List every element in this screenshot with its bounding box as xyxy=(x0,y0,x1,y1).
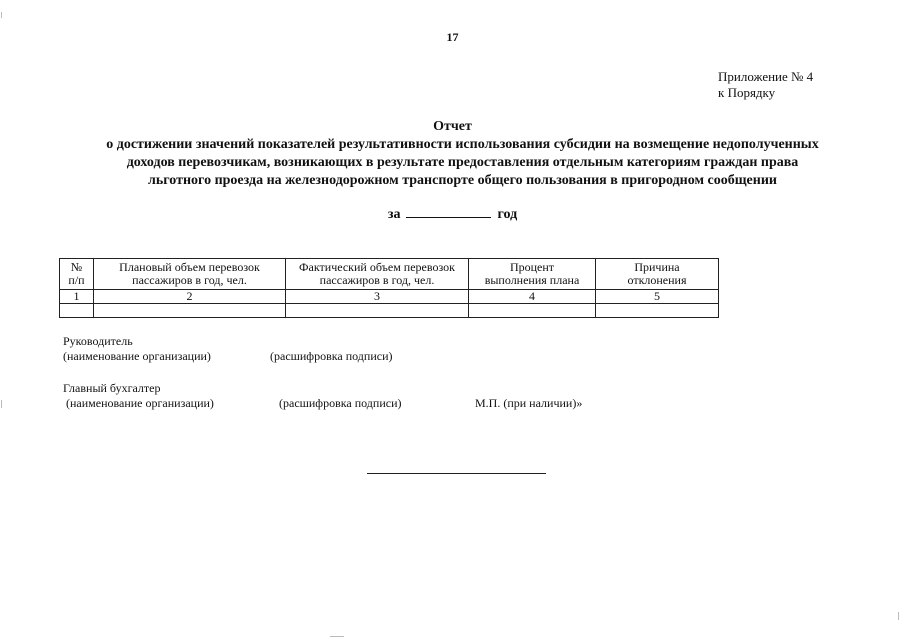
closing-separator-line xyxy=(367,473,546,474)
table-cell xyxy=(596,304,719,318)
table-cell: 2 xyxy=(94,290,286,304)
period-suffix: год xyxy=(497,207,518,222)
accountant-decode-caption: (расшифровка подписи) xyxy=(279,396,402,410)
table-cell: 5 xyxy=(596,290,719,304)
head-org-caption: (наименование организации) xyxy=(63,349,211,363)
header-planned-volume: Плановый объем перевозок пассажиров в год, чел. xyxy=(94,259,286,290)
table-cell: 4 xyxy=(469,290,596,304)
stamp-caption: М.П. (при наличии)» xyxy=(475,396,583,410)
scan-edge-mark xyxy=(898,612,899,620)
header-actual-volume: Фактический объем перевозок пассажиров в год, чел. xyxy=(286,259,469,290)
header-deviation-reason: Причина отклонения xyxy=(596,259,719,290)
report-period xyxy=(0,205,905,223)
table-row-empty xyxy=(60,304,719,318)
subtitle-line-3: льготного проезда на железнодорожном транспорте общего пользования в пригородном сообщении xyxy=(148,173,777,188)
table-header-row xyxy=(60,259,719,290)
table-cell: 3 xyxy=(286,290,469,304)
table-cell xyxy=(60,304,94,318)
period-prefix: за xyxy=(387,207,401,222)
table-row-column-numbers xyxy=(60,290,719,304)
table-cell xyxy=(286,304,469,318)
scan-edge-mark xyxy=(1,12,2,18)
report-title: Отчет xyxy=(433,119,472,134)
header-plan-percent: Процент выполнения плана xyxy=(469,259,596,290)
accountant-org-caption: (наименование организации) xyxy=(66,396,214,410)
table-cell xyxy=(469,304,596,318)
report-table xyxy=(59,258,719,318)
appendix-reference xyxy=(718,69,813,101)
report-subtitle xyxy=(60,136,865,190)
scan-edge-mark xyxy=(1,400,2,408)
page-number: 17 xyxy=(446,30,459,44)
subtitle-line-1: о достижении значений показателей результативности использования субсидии на возмещение недополученных xyxy=(106,137,819,152)
head-decode-caption: (расшифровка подписи) xyxy=(270,349,393,363)
head-label: Руководитель xyxy=(63,334,133,348)
period-blank-line xyxy=(406,205,491,218)
subtitle-line-2: доходов перевозчикам, возникающих в результате предоставления отдельным категориям граждан права xyxy=(126,155,799,170)
table-cell xyxy=(94,304,286,318)
table-cell: 1 xyxy=(60,290,94,304)
appendix-line-2: к Порядку xyxy=(718,85,776,100)
scan-edge-mark xyxy=(330,636,344,637)
accountant-label: Главный бухгалтер xyxy=(63,381,161,395)
appendix-line-1: Приложение № 4 xyxy=(718,69,814,84)
header-number: № п/п xyxy=(60,259,94,290)
